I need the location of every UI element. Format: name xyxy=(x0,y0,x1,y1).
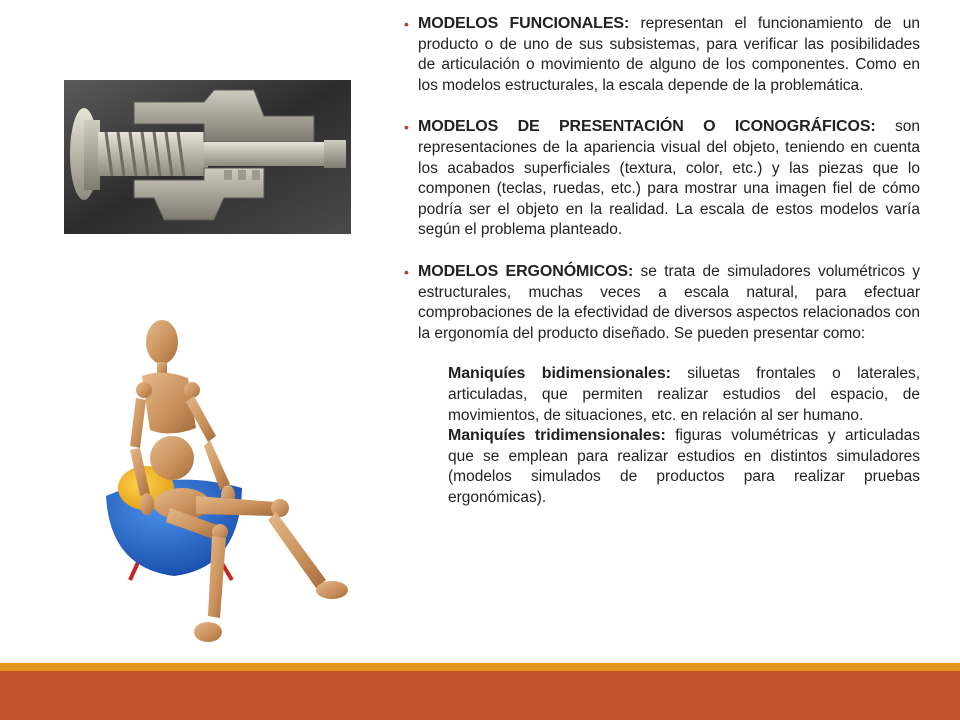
item-term: MODELOS ERGONÓMICOS: xyxy=(418,262,634,280)
subitem-tridimensionales xyxy=(448,426,920,508)
list-item-ergonomicos xyxy=(402,262,920,344)
bullet-icon: • xyxy=(404,119,409,136)
screw-mechanism-illustration xyxy=(64,80,351,234)
wooden-mannequin-photo xyxy=(100,318,360,648)
item-term: MODELOS DE PRESENTACIÓN O ICONOGRÁFICOS: xyxy=(418,118,876,136)
list-item-funcionales xyxy=(402,14,920,96)
content-text xyxy=(402,14,920,508)
footer-bar xyxy=(0,671,960,720)
footer-accent-bar xyxy=(0,663,960,671)
subitem-text: siluetas frontales o laterales, articuladas, que permiten realizar estudios del espacio, de movimientos, de situaciones, etc. en relación al ser humano. xyxy=(448,365,920,424)
functional-model-photo xyxy=(64,80,351,234)
list-item-presentacion xyxy=(402,117,920,241)
item-text: representan el funcionamiento de un producto o de uno de sus subsistemas, para verificar las posibilidades de articulación o movimiento de alguno de los componentes. Como en los modelos estructurales, la escala depende de la problemática. xyxy=(418,15,920,94)
subitem-bidimensionales xyxy=(448,364,920,426)
subitem-text: figuras volumétricas y articuladas que se emplean para realizar estudios en distintos simuladores (modelos simulados de productos para realizar pruebas ergonómicas). xyxy=(448,427,920,506)
item-text: se trata de simuladores volumétricos y estructurales, muchas veces a escala natural, para efectuar comprobaciones de la efectividad de diversos aspectos relacionados con la ergonomía del producto diseñado. Se pueden presentar como: xyxy=(418,262,921,342)
subitem-term: Maniquíes bidimensionales: xyxy=(448,365,671,383)
subitem-term: Maniquíes tridimensionales: xyxy=(448,427,666,445)
item-text: son representaciones de la apariencia visual del objeto, teniendo en cuenta los acabados superficiales (textura, color, etc.) y las piezas que lo componen (teclas, ruedas, etc.) para mostrar una imagen fiel de cómo podría ser el objeto en la realidad. La escala de estos modelos varía según el problema planteado. xyxy=(418,118,920,239)
bullet-icon: • xyxy=(404,263,409,280)
mannequin-types xyxy=(402,364,920,508)
bullet-icon: • xyxy=(404,16,409,32)
mannequin-on-chair-illustration xyxy=(100,318,360,648)
item-term: MODELOS FUNCIONALES: xyxy=(418,15,630,32)
